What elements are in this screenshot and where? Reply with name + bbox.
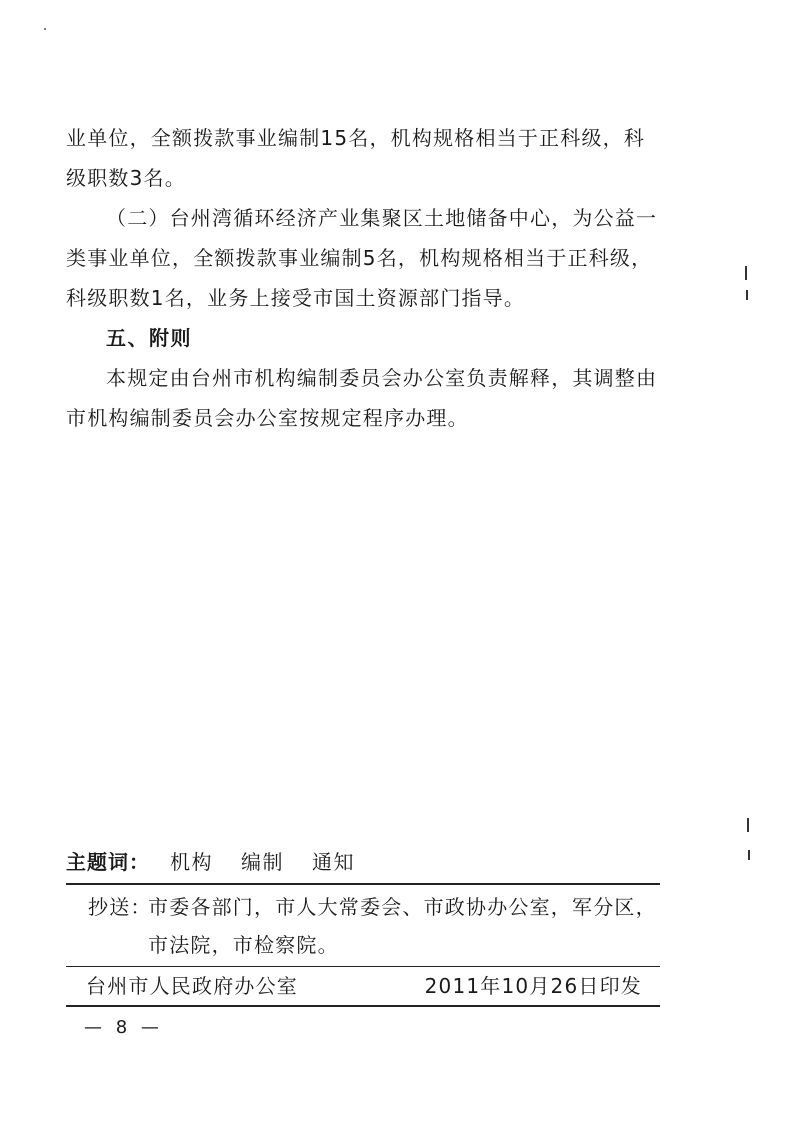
keywords-label: 主题词： (66, 850, 150, 874)
keyword: 机构 (170, 850, 213, 874)
issue-date: 2011年10月26日印发 (424, 974, 642, 998)
keyword: 编制 (241, 850, 284, 874)
cc-recipients: 市委各部门，市人大常委会、市政协办公室，军分区，市法院，市检察院。 (148, 895, 657, 957)
body-paragraph-1: 业单位，全额拨款事业编制15名，机构规格相当于正科级，科级职数3名。 (66, 126, 646, 190)
section-heading-appendix: 五、附则 (106, 326, 192, 350)
binding-mark (748, 850, 750, 860)
issuer-line (66, 967, 660, 1005)
divider-rule (66, 1005, 660, 1007)
page-number: — 8 — (84, 1017, 163, 1038)
binding-mark (747, 818, 749, 832)
body-paragraph-2: （二）台州湾循环经济产业集聚区土地储备中心，为公益一类事业单位，全额拨款事业编制5名，机构规格相当于正科级，科级职数1名，业务上接受市国土资源部门指导。 (66, 206, 658, 310)
binding-mark (745, 266, 747, 280)
issuing-office: 台州市人民政府办公室 (86, 974, 298, 998)
binding-mark (746, 290, 748, 300)
divider-rule (66, 883, 660, 885)
keywords-line (66, 842, 660, 882)
keyword: 通知 (312, 850, 355, 874)
scan-speck (44, 28, 46, 30)
body-paragraph-3: 本规定由台州市机构编制委员会办公室负责解释，其调整由市机构编制委员会办公室按规定程序办理。 (66, 366, 658, 430)
cc-label: 抄送： (88, 895, 152, 919)
